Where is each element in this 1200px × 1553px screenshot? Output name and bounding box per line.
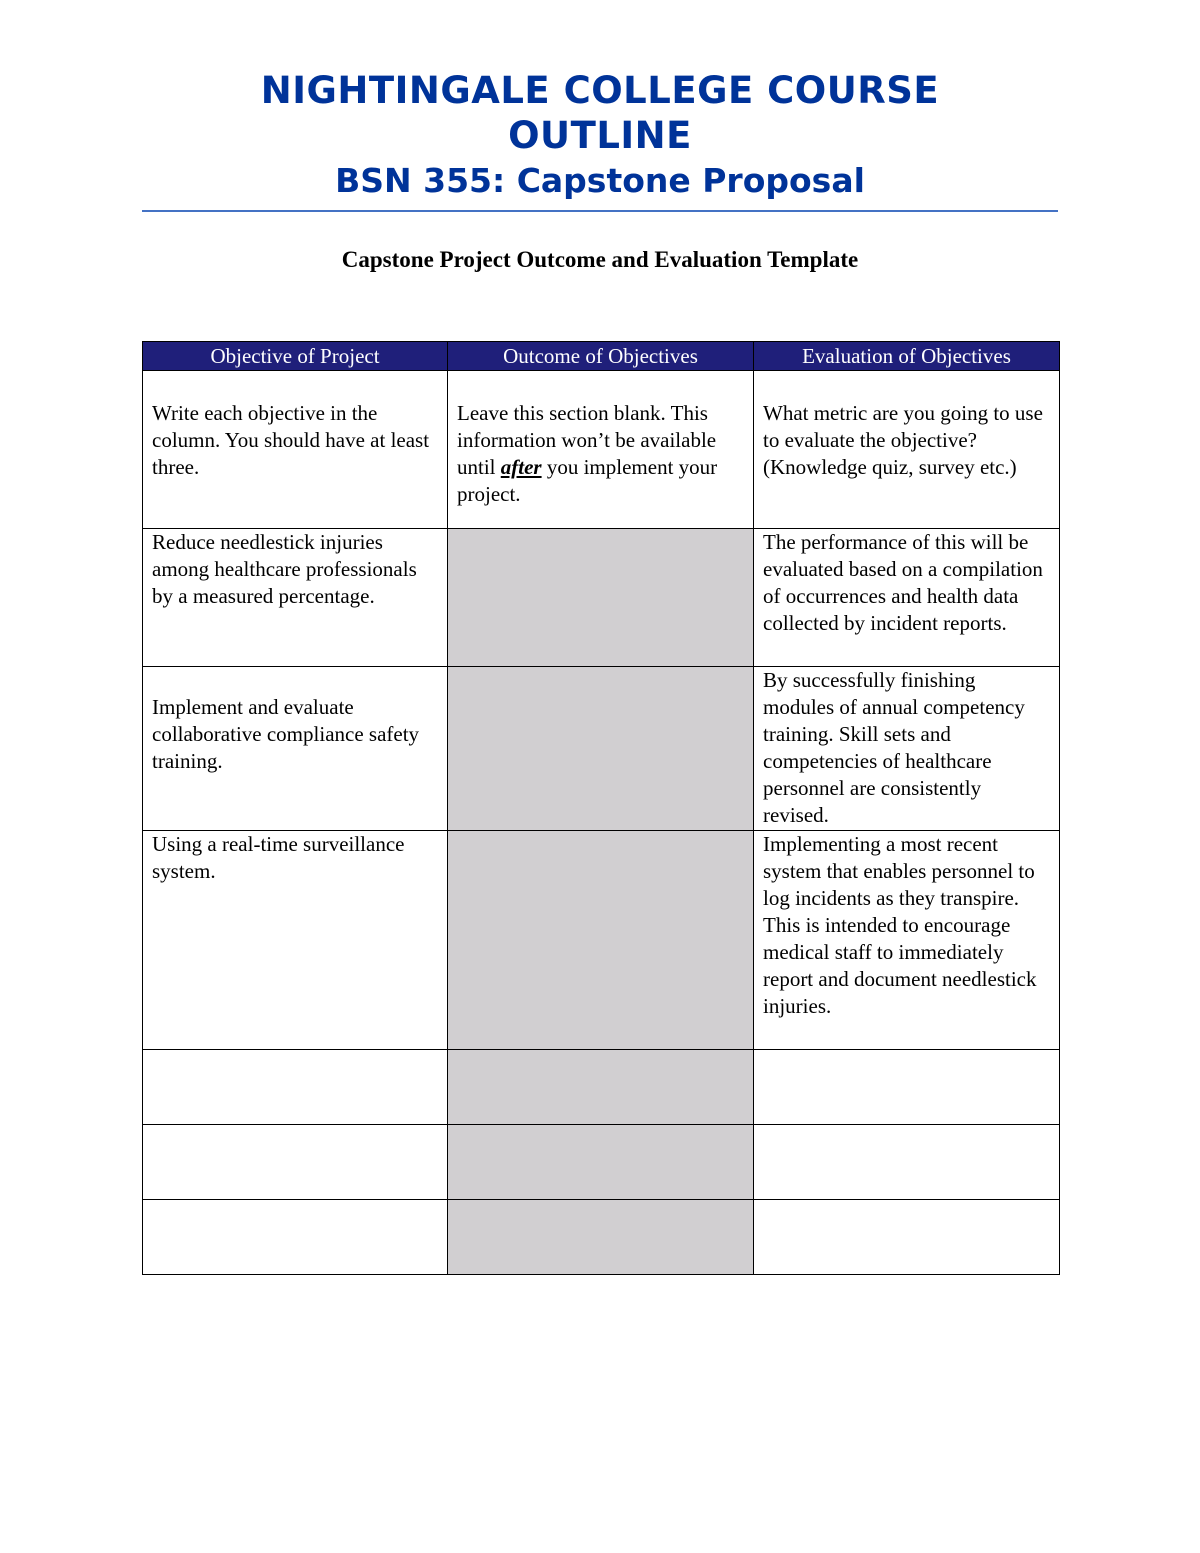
objective-cell: Reduce needlestick injuries among healthcare professionals by a measured percentage. xyxy=(143,529,448,667)
outcome-cell xyxy=(448,529,754,667)
instruction-outcome-text xyxy=(457,371,745,508)
instruction-evaluation-text: What metric are you going to use to evaluate the objective? (Knowledge quiz, survey etc.) xyxy=(763,401,1043,479)
instruction-objective-text: Write each objective in the column. You should have at least three. xyxy=(152,401,430,479)
header-divider xyxy=(142,210,1058,212)
college-title-line-1: NIGHTINGALE COLLEGE COURSE xyxy=(260,69,940,112)
table-row xyxy=(143,831,1060,1050)
table-row xyxy=(143,667,1060,831)
empty-outcome-cell xyxy=(448,1125,754,1200)
objective-text: Implement and evaluate collaborative compliance safety training. xyxy=(152,695,420,773)
template-subtitle: Capstone Project Outcome and Evaluation Template xyxy=(341,247,859,272)
empty-objective-cell xyxy=(143,1125,448,1200)
instruction-outcome-text-start: Leave this section blank. This information won’t be available until xyxy=(457,401,717,479)
empty-table-row xyxy=(143,1200,1060,1275)
instruction-outcome-emphasis: after xyxy=(500,455,542,479)
outcome-cell xyxy=(448,667,754,831)
table-header-row xyxy=(143,342,1060,371)
objective-cell: Using a real-time surveillance system. xyxy=(143,831,448,1050)
evaluation-cell: By successfully finishing modules of annual competency training. Skill sets and competencies of healthcare personnel are consistently revised. xyxy=(754,667,1060,831)
empty-table-row xyxy=(143,1125,1060,1200)
empty-evaluation-cell xyxy=(754,1200,1060,1275)
empty-outcome-cell xyxy=(448,1050,754,1125)
outcome-evaluation-table xyxy=(142,341,1060,1275)
course-title: BSN 355: Capstone Proposal xyxy=(335,161,865,200)
empty-outcome-cell xyxy=(448,1200,754,1275)
evaluation-cell: Implementing a most recent system that enables personnel to log incidents as they transpire. This is intended to encourage medical staff to immediately report and document needlestick injuries. xyxy=(754,831,1060,1050)
column-header-objective: Objective of Project xyxy=(143,342,448,371)
instruction-outcome-cell xyxy=(448,371,754,529)
empty-table-row xyxy=(143,1050,1060,1125)
column-header-evaluation: Evaluation of Objectives xyxy=(754,342,1060,371)
evaluation-cell: The performance of this will be evaluated based on a compilation of occurrences and health data collected by incident reports. xyxy=(754,529,1060,667)
instruction-outcome-text-end: you implement your project. xyxy=(457,455,718,506)
outcome-cell xyxy=(448,831,754,1050)
empty-evaluation-cell xyxy=(754,1050,1060,1125)
instruction-objective-cell xyxy=(143,371,448,529)
empty-objective-cell xyxy=(143,1200,448,1275)
college-title-line-2: OUTLINE xyxy=(508,114,692,157)
instruction-row xyxy=(143,371,1060,529)
document-header xyxy=(142,68,1058,203)
empty-objective-cell xyxy=(143,1050,448,1125)
column-header-outcome: Outcome of Objectives xyxy=(448,342,754,371)
empty-evaluation-cell xyxy=(754,1125,1060,1200)
table-row xyxy=(143,529,1060,667)
instruction-evaluation-cell xyxy=(754,371,1060,529)
objective-cell xyxy=(143,667,448,831)
